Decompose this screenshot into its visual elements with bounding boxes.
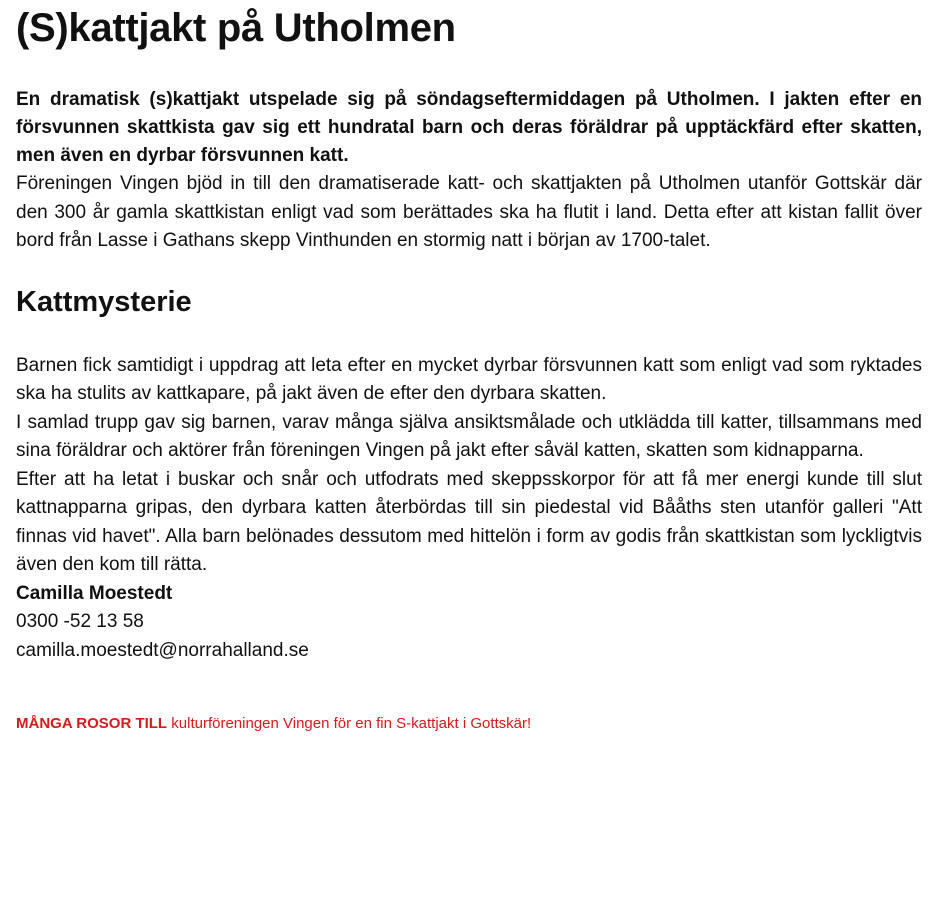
roses-text: kulturföreningen Vingen för en fin S-kattjakt i Gottskär! (167, 715, 532, 732)
article-paragraph: Efter att ha letat i buskar och snår och utfodrats med skeppsskorpor för att få mer energi kunde till slut kattnapparna gripas, den dyrbara katten återbördas till sin piedestal vid Bååths sten utanför galleri "Att finnas vid havet". Alla barn belönades dessutom med hittelön i form av godis från skattkistan som lyckligtvis även den kom till rätta. (16, 468, 922, 575)
contact-block (16, 580, 922, 666)
article-paragraph: I samlad trupp gav sig barnen, varav många själva ansiktsmålade och utklädda till katter, tillsammans med sina föräldrar och aktörer från föreningen Vingen på jakt efter såväl katten, skatten som kidnapparna. (16, 411, 922, 461)
contact-email[interactable]: camilla.moestedt@norrahalland.se (16, 639, 309, 661)
section-body (16, 352, 922, 666)
article-title: (S)kattjakt på Utholmen (16, 6, 456, 50)
roses-lead: MÅNGA ROSOR TILL (16, 715, 168, 732)
article-paragraph: Barnen fick samtidigt i uppdrag att leta efter en mycket dyrbar försvunnen katt som enligt vad som ryktades ska ha stulits av kattkapare, på jakt även de efter den dyrbara skatten. (16, 354, 922, 404)
contact-phone: 0300 -52 13 58 (16, 611, 144, 632)
roses-note (16, 713, 922, 735)
article (16, 0, 922, 735)
section-heading: Kattmysterie (16, 285, 192, 318)
contact-name: Camilla Moestedt (16, 582, 173, 604)
article-paragraph: Föreningen Vingen bjöd in till den dramatiserade katt- och skattjakten på Utholmen utanför Gottskär där den 300 år gamla skattkistan enligt vad som berättades ska ha flutit i land. Detta efter att kistan fallit över bord från Lasse i Gathans skepp Vinthunden en stormig natt i början av 1700-talet. (16, 173, 922, 251)
article-ingress: En dramatisk (s)kattjakt utspelade sig på söndagseftermiddagen på Utholmen. I jakten efter en försvunnen skattkista gav sig ett hundratal barn och deras föräldrar på upptäckfärd efter skatten, men även en dyrbar försvunnen katt. (16, 89, 922, 166)
